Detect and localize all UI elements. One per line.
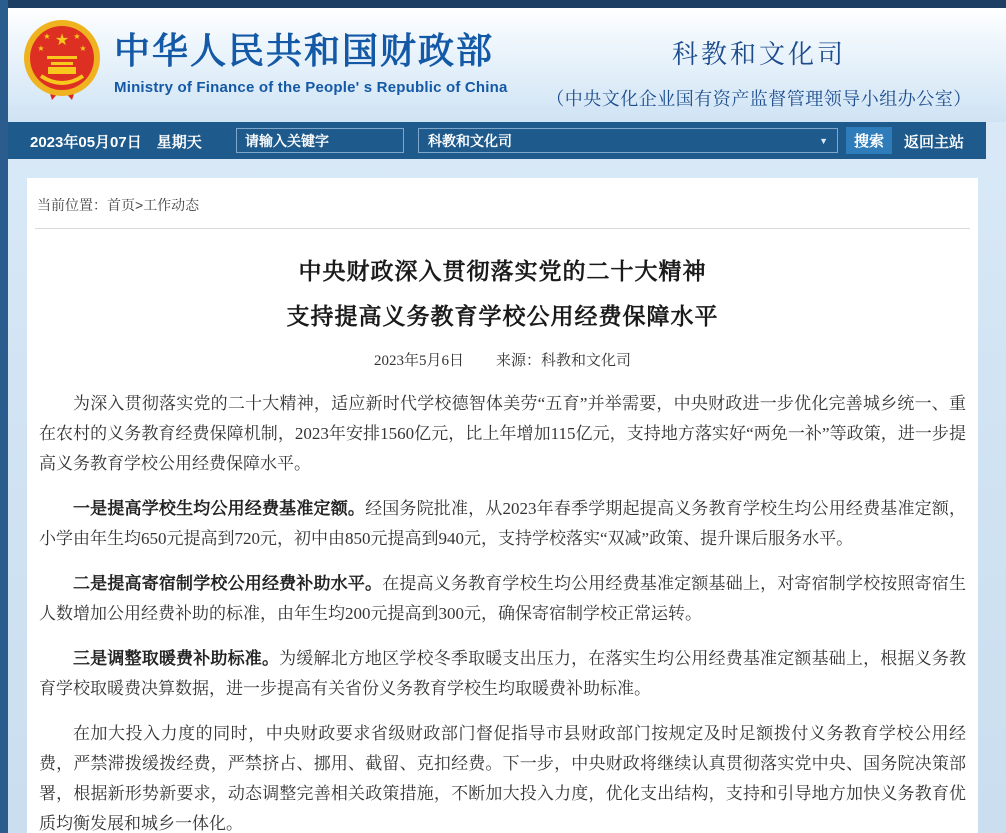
breadcrumb (27, 178, 978, 228)
site-subtitle-english: Ministry of Finance of the People' s Republic of China (114, 78, 508, 96)
window-left-edge (0, 0, 8, 833)
site-section-select-value: 科教和文化司 (428, 132, 512, 149)
article-title-line1: 中央财政深入贯彻落实党的二十大精神 (298, 258, 707, 284)
article-paragraph: 二是提高寄宿制学校公用经费补助水平。在提高义务教育学校生均公用经费基准定额基础上，对寄宿制学校按照寄宿生人数增加公用经费补助的标准，由年生均200元提高到300元，确保寄宿制学校正常运转。 (39, 574, 967, 623)
search-input[interactable] (236, 128, 404, 153)
svg-text:★: ★ (79, 44, 87, 53)
breadcrumb-divider (35, 228, 970, 229)
article-title-line2: 支持提高义务教育学校公用经费保障水平 (286, 303, 719, 329)
national-emblem-icon (22, 18, 102, 106)
content-panel (27, 178, 978, 833)
site-header (8, 8, 1006, 122)
search-button[interactable]: 搜索 (846, 127, 892, 154)
svg-text:★: ★ (37, 44, 45, 53)
article-paragraph: 一是提高学校生均公用经费基准定额。经国务院批准，从2023年春季学期起提高义务教育学校生均公用经费基准定额，小学由年生均650元提高到720元，初中由850元提高到940元，支持学校落实“双减”政策、提升课后服务水平。 (39, 499, 967, 548)
article-paragraph: 在加大投入力度的同时，中央财政要求省级财政部门督促指导市县财政部门按规定及时足额拨付义务教育学校公用经费，严禁滞拨缓拨经费，严禁挤占、挪用、截留、克扣经费。下一步，中央财政将继续认真贯彻落实党中央、国务院决策部署，根据新形势新要求，动态调整完善相关政策措施，不断加大投入力度，优化支出结构，支持和引导地方加快义务教育优质均衡发展和城乡一体化。 (39, 724, 966, 833)
department-block (516, 34, 1002, 111)
return-home-link[interactable]: 返回主站 (903, 134, 964, 151)
svg-text:★: ★ (54, 32, 70, 49)
article-paragraph: 为深入贯彻落实党的二十大精神，适应新时代学校德智体美劳“五育”并举需要，中央财政进一步优化完善城乡统一、重在农村的义务教育经费保障机制，2023年安排1560亿元，比上年增加115亿元，支持地方落实好“两免一补”等政策，进一步提高义务教育学校公用经费保障水平。 (39, 394, 966, 473)
breadcrumb-home-link[interactable]: 首页 (107, 197, 135, 213)
breadcrumb-separator: > (135, 197, 144, 213)
article-source: 来源：科教和文化司 (496, 353, 632, 369)
window-top-edge (0, 0, 1006, 8)
article (27, 249, 978, 833)
article-date: 2023年5月6日 (373, 353, 464, 369)
article-paragraph: 三是调整取暖费补助标准。为缓解北方地区学校冬季取暖支出压力，在落实生均公用经费基准定额基础上，根据义务教育学校取暖费决算数据，进一步提高有关省份义务教育学校生均取暖费补助标准。 (39, 649, 967, 698)
article-title (27, 249, 978, 339)
site-section-select[interactable] (418, 128, 838, 153)
site-logo-link[interactable] (22, 18, 508, 106)
top-navbar (8, 122, 986, 159)
svg-text:★: ★ (73, 32, 81, 41)
svg-text:★: ★ (43, 32, 51, 41)
department-title: 科教和文化司 (671, 39, 846, 69)
chevron-down-icon: ▼ (819, 135, 828, 146)
breadcrumb-current-link[interactable]: 工作动态 (143, 197, 200, 213)
department-subtitle: （中央文化企业国有资产监督管理领导小组办公室） (546, 89, 972, 109)
article-meta (27, 349, 978, 370)
current-date: 2023年05月07日 星期天 (30, 134, 202, 151)
breadcrumb-prefix: 当前位置： (37, 197, 107, 213)
article-body (27, 370, 978, 833)
site-title: 中华人民共和国财政部 (114, 29, 495, 71)
